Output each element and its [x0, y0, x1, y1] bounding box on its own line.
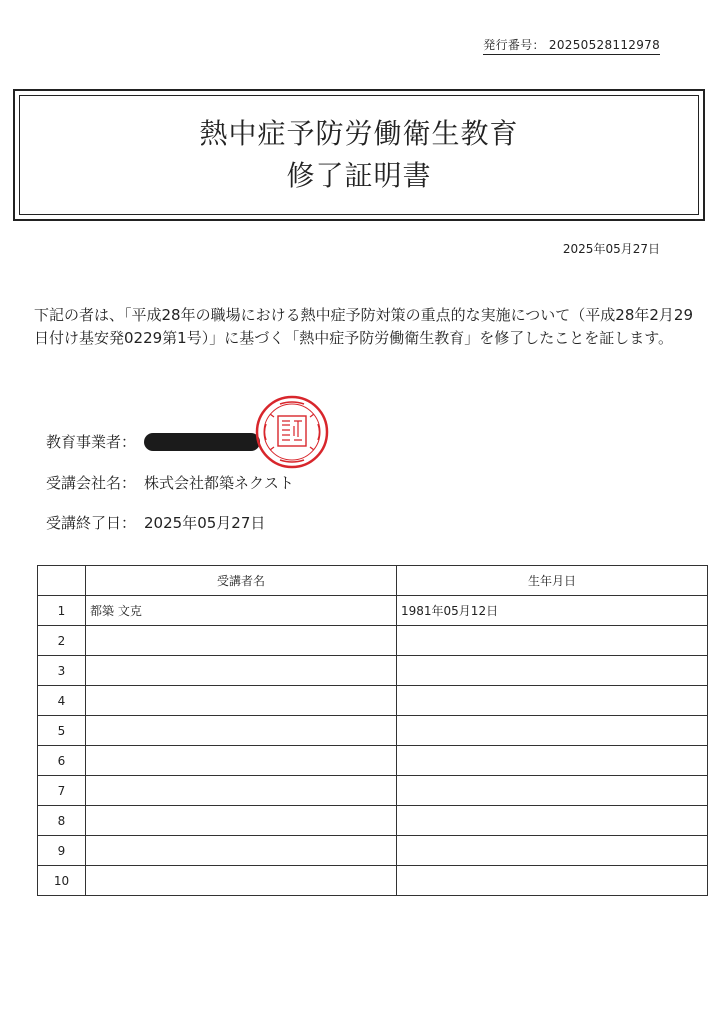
table-header-row	[38, 566, 708, 596]
table-row	[38, 776, 708, 806]
row-birthdate	[397, 866, 708, 896]
row-birthdate	[397, 626, 708, 656]
row-number: 1	[38, 596, 86, 626]
row-number: 9	[38, 836, 86, 866]
end-date-label: 受講終了日：	[46, 514, 137, 532]
title-box	[13, 89, 705, 221]
title-box-inner	[19, 95, 699, 215]
attendee-table	[37, 565, 708, 896]
table-row	[38, 626, 708, 656]
row-number: 4	[38, 686, 86, 716]
table-row	[38, 656, 708, 686]
row-birthdate	[397, 836, 708, 866]
company-row	[46, 472, 294, 493]
row-name	[86, 806, 397, 836]
document-subtitle: 修了証明書	[286, 159, 432, 192]
row-name	[86, 776, 397, 806]
header-number	[38, 566, 86, 596]
table-row	[38, 596, 708, 626]
row-birthdate	[397, 686, 708, 716]
row-name	[86, 746, 397, 776]
certification-text: 下記の者は、「平成28年の職場における熱中症予防対策の重点的な実施について（平成28年2月29日付け基安発0229第1号）」に基づく「熱中症予防労働衛生教育」を修了したことを証します。	[34, 306, 694, 347]
company-seal-stamp	[254, 394, 330, 470]
row-name	[86, 656, 397, 686]
row-name	[86, 866, 397, 896]
company-value: 株式会社都築ネクスト	[144, 474, 294, 492]
table-row	[38, 746, 708, 776]
row-name	[86, 836, 397, 866]
row-birthdate	[397, 746, 708, 776]
provider-label: 教育事業者：	[46, 433, 137, 451]
redacted-provider-name	[144, 433, 260, 451]
row-number: 8	[38, 806, 86, 836]
table-row	[38, 686, 708, 716]
issue-date: 2025年05月27日	[562, 242, 660, 256]
table-row	[38, 716, 708, 746]
row-name	[86, 626, 397, 656]
issue-number: 発行番号： 20250528112978	[483, 36, 660, 55]
row-birthdate: 1981年05月12日	[397, 596, 708, 626]
end-date-row	[46, 512, 265, 533]
row-number: 2	[38, 626, 86, 656]
table-row	[38, 836, 708, 866]
row-number: 10	[38, 866, 86, 896]
table-row	[38, 866, 708, 896]
row-birthdate	[397, 776, 708, 806]
row-name	[86, 686, 397, 716]
row-number: 5	[38, 716, 86, 746]
row-birthdate	[397, 656, 708, 686]
row-number: 3	[38, 656, 86, 686]
document-title: 熱中症予防労働衛生教育	[199, 117, 519, 150]
row-name: 都築 文克	[86, 596, 397, 626]
row-name	[86, 716, 397, 746]
row-number: 7	[38, 776, 86, 806]
row-birthdate	[397, 716, 708, 746]
header-birthdate: 生年月日	[397, 566, 708, 596]
table-row	[38, 806, 708, 836]
company-label: 受講会社名：	[46, 474, 137, 492]
header-name: 受講者名	[86, 566, 397, 596]
row-birthdate	[397, 806, 708, 836]
end-date-value: 2025年05月27日	[144, 514, 266, 532]
row-number: 6	[38, 746, 86, 776]
provider-row	[46, 431, 260, 452]
